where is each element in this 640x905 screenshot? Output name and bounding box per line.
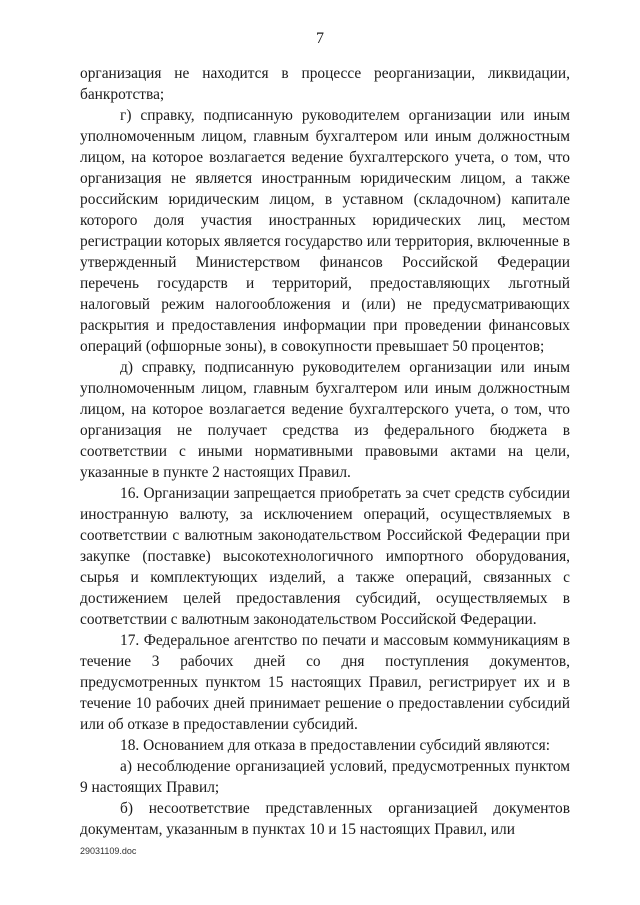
paragraph-continuation: организация не находится в процессе реорганизации, ликвидации, банкротства;	[80, 65, 570, 103]
paragraph-18-b: б) несоответствие представленных организацией документов документам, указанным в пунктах 10 и 15 настоящих Правил, или	[80, 800, 570, 838]
document-body	[80, 63, 570, 840]
paragraph-18: 18. Основанием для отказа в предоставлении субсидий являются:	[120, 737, 550, 754]
paragraph-16: 16. Организации запрещается приобретать за счет средств субсидии иностранную валюту, за исключением операций, осуществляемых в соответствии с валютным законодательством Российской Федерации при закупке (поставке) высокотехнологичного импортного оборудования, сырья и комплектующих изделий, а также операций, связанных с достижением целей предоставления субсидий, осуществляемых в соответствии с валютным законодательством Российской Федерации.	[80, 485, 570, 628]
footer-filename: 29031109.doc	[80, 846, 137, 856]
paragraph-item-d: д) справку, подписанную руководителем организации или иным уполномоченным лицом, главным бухгалтером или иным должностным лицом, на которое возлагается ведение бухгалтерского учета, о том, что организация не получает средства из федерального бюджета в соответствии с иными нормативными правовыми актами на цели, указанные в пункте 2 настоящих Правил.	[80, 359, 570, 481]
page-number: 7	[316, 30, 324, 47]
paragraph-17: 17. Федеральное агентство по печати и массовым коммуникациям в течение 3 рабочих дней со дня поступления документов, предусмотренных пунктом 15 настоящих Правил, регистрирует их и в течение 10 рабочих дней принимает решение о предоставлении субсидий или об отказе в предоставлении субсидий.	[80, 632, 570, 733]
paragraph-18-a: а) несоблюдение организацией условий, предусмотренных пунктом 9 настоящих Правил;	[80, 758, 570, 796]
paragraph-item-g: г) справку, подписанную руководителем организации или иным уполномоченным лицом, главным бухгалтером или иным должностным лицом, на которое возлагается ведение бухгалтерского учета, о том, что организация не является иностранным юридическим лицом, а также российским юридическим лицом, в уставном (складочном) капитале которого доля участия иностранных юридических лиц, местом регистрации которых является государство или территория, включенные в утвержденный Министерством финансов Российской Федерации перечень государств и территорий, предоставляющих льготный налоговый режим налогообложения и (или) не предусматривающих раскрытия и предоставления информации при проведении финансовых операций (офшорные зоны), в совокупности превышает 50 процентов;	[80, 107, 570, 355]
